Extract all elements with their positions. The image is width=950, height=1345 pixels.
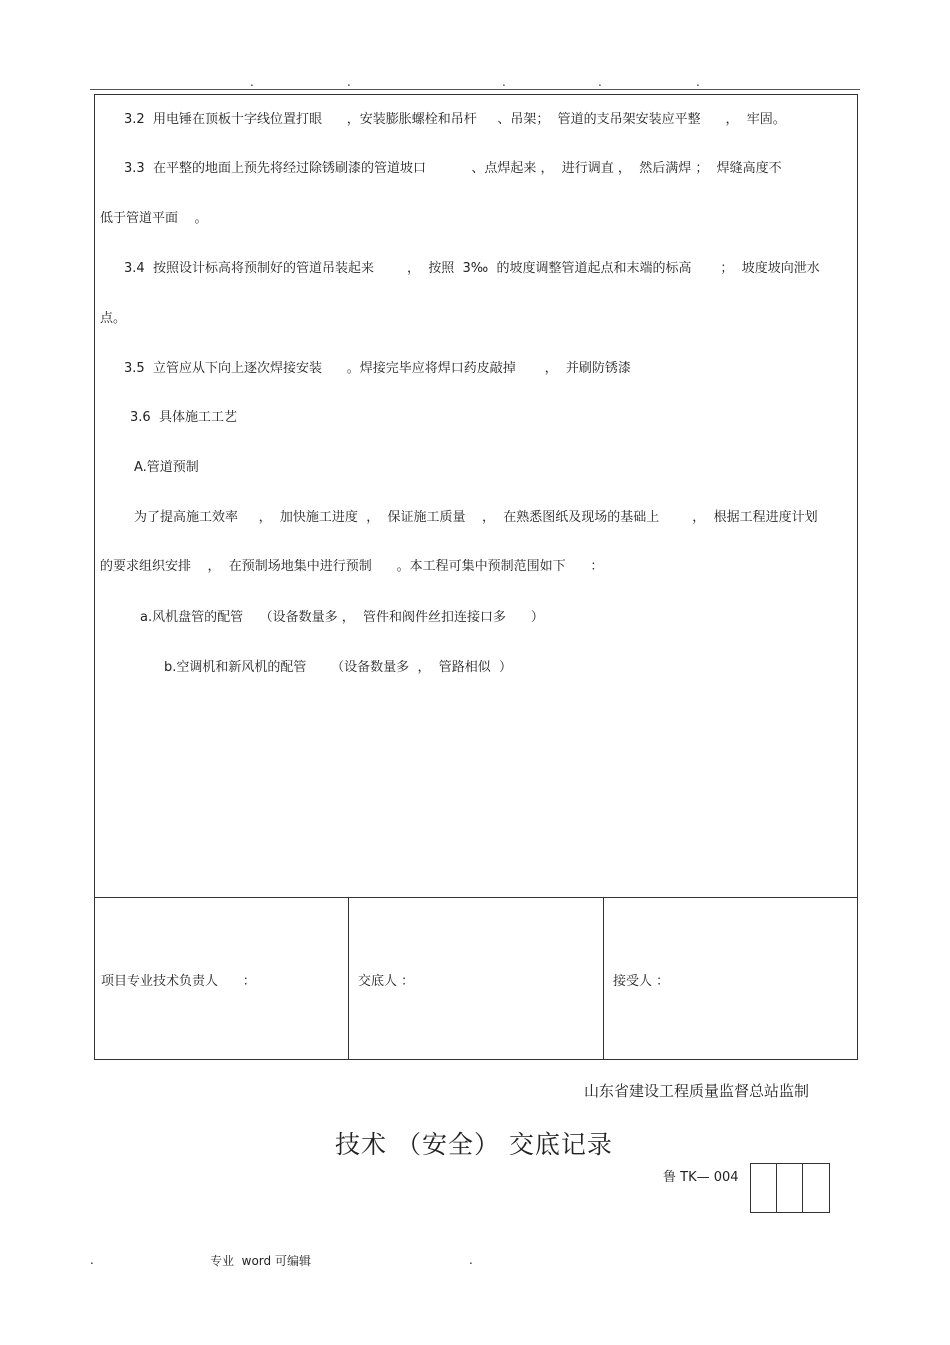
form-number-box	[776, 1163, 803, 1213]
section-3-2: 3.2 用电锤在顶板十字线位置打眼 ，安装膨胀螺栓和吊杆 、吊架； 管道的支吊架安装应平整 ， 牢固。	[124, 112, 786, 127]
form-frame	[94, 94, 858, 1060]
issuing-organization: 山东省建设工程质量监督总站监制	[584, 1082, 810, 1100]
header-dot: .	[250, 75, 254, 89]
tech-lead-signature-label: 项目专业技术负责人 ：	[101, 974, 256, 989]
section-3-5: 3.5 立管应从下向上逐次焊接安装 。焊接完毕应将焊口药皮敲掉 ， 并刷防锈漆	[124, 361, 631, 376]
bottom-right-dot: .	[469, 1253, 473, 1267]
header-dot: .	[696, 75, 700, 89]
section-3-4: 3.4 按照设计标高将预制好的管道吊装起来 ， 按照 3‰ 的坡度调整管道起点和末端的标高 ； 坡度坡向泄水	[124, 261, 820, 276]
subsection-a-heading: A.管道预制	[134, 460, 199, 475]
section-3-3: 3.3 在平整的地面上预先将经过除锈刷漆的管道坡口 、点焊起来 ， 进行调直 ， 然后满焊 ； 焊缝高度不	[124, 161, 782, 176]
form-code: 鲁 TK— 004	[663, 1170, 739, 1185]
paragraph-prefab-cont: 的要求组织安排 ， 在预制场地集中进行预制 。本工程可集中预制范围如下 ：	[100, 559, 604, 574]
list-item-b: b.空调机和新风机的配管 （设备数量多 ， 管路相似 ）	[164, 660, 512, 675]
header-rule	[90, 89, 860, 90]
section-3-4-cont: 点。	[100, 311, 127, 326]
bottom-caption: 专业 word 可编辑	[210, 1254, 311, 1268]
section-3-3-cont: 低于管道平面 。	[100, 211, 208, 226]
discloser-signature-label: 交底人 ：	[358, 974, 415, 989]
bottom-left-dot: .	[90, 1253, 94, 1267]
paragraph-prefab: 为了提高施工效率 ， 加快施工进度 ， 保证施工质量 ， 在熟悉图纸及现场的基础上 ， 根据工程进度计划	[134, 510, 818, 525]
form-number-box	[750, 1163, 777, 1213]
signature-row-divider	[94, 897, 858, 898]
header-dot: .	[502, 75, 506, 89]
next-page-title: 技术 （安全） 交底记录	[335, 1130, 613, 1159]
header-dot: .	[347, 75, 351, 89]
receiver-signature-label: 接受人 ：	[613, 974, 670, 989]
signature-column-divider	[603, 897, 604, 1060]
form-number-box	[802, 1163, 830, 1213]
header-dot: .	[598, 75, 602, 89]
signature-column-divider	[348, 897, 349, 1060]
list-item-a: a.风机盘管的配管 （设备数量多 ， 管件和阀件丝扣连接口多 ）	[140, 610, 544, 625]
section-3-6-heading: 3.6 具体施工工艺	[130, 410, 237, 425]
